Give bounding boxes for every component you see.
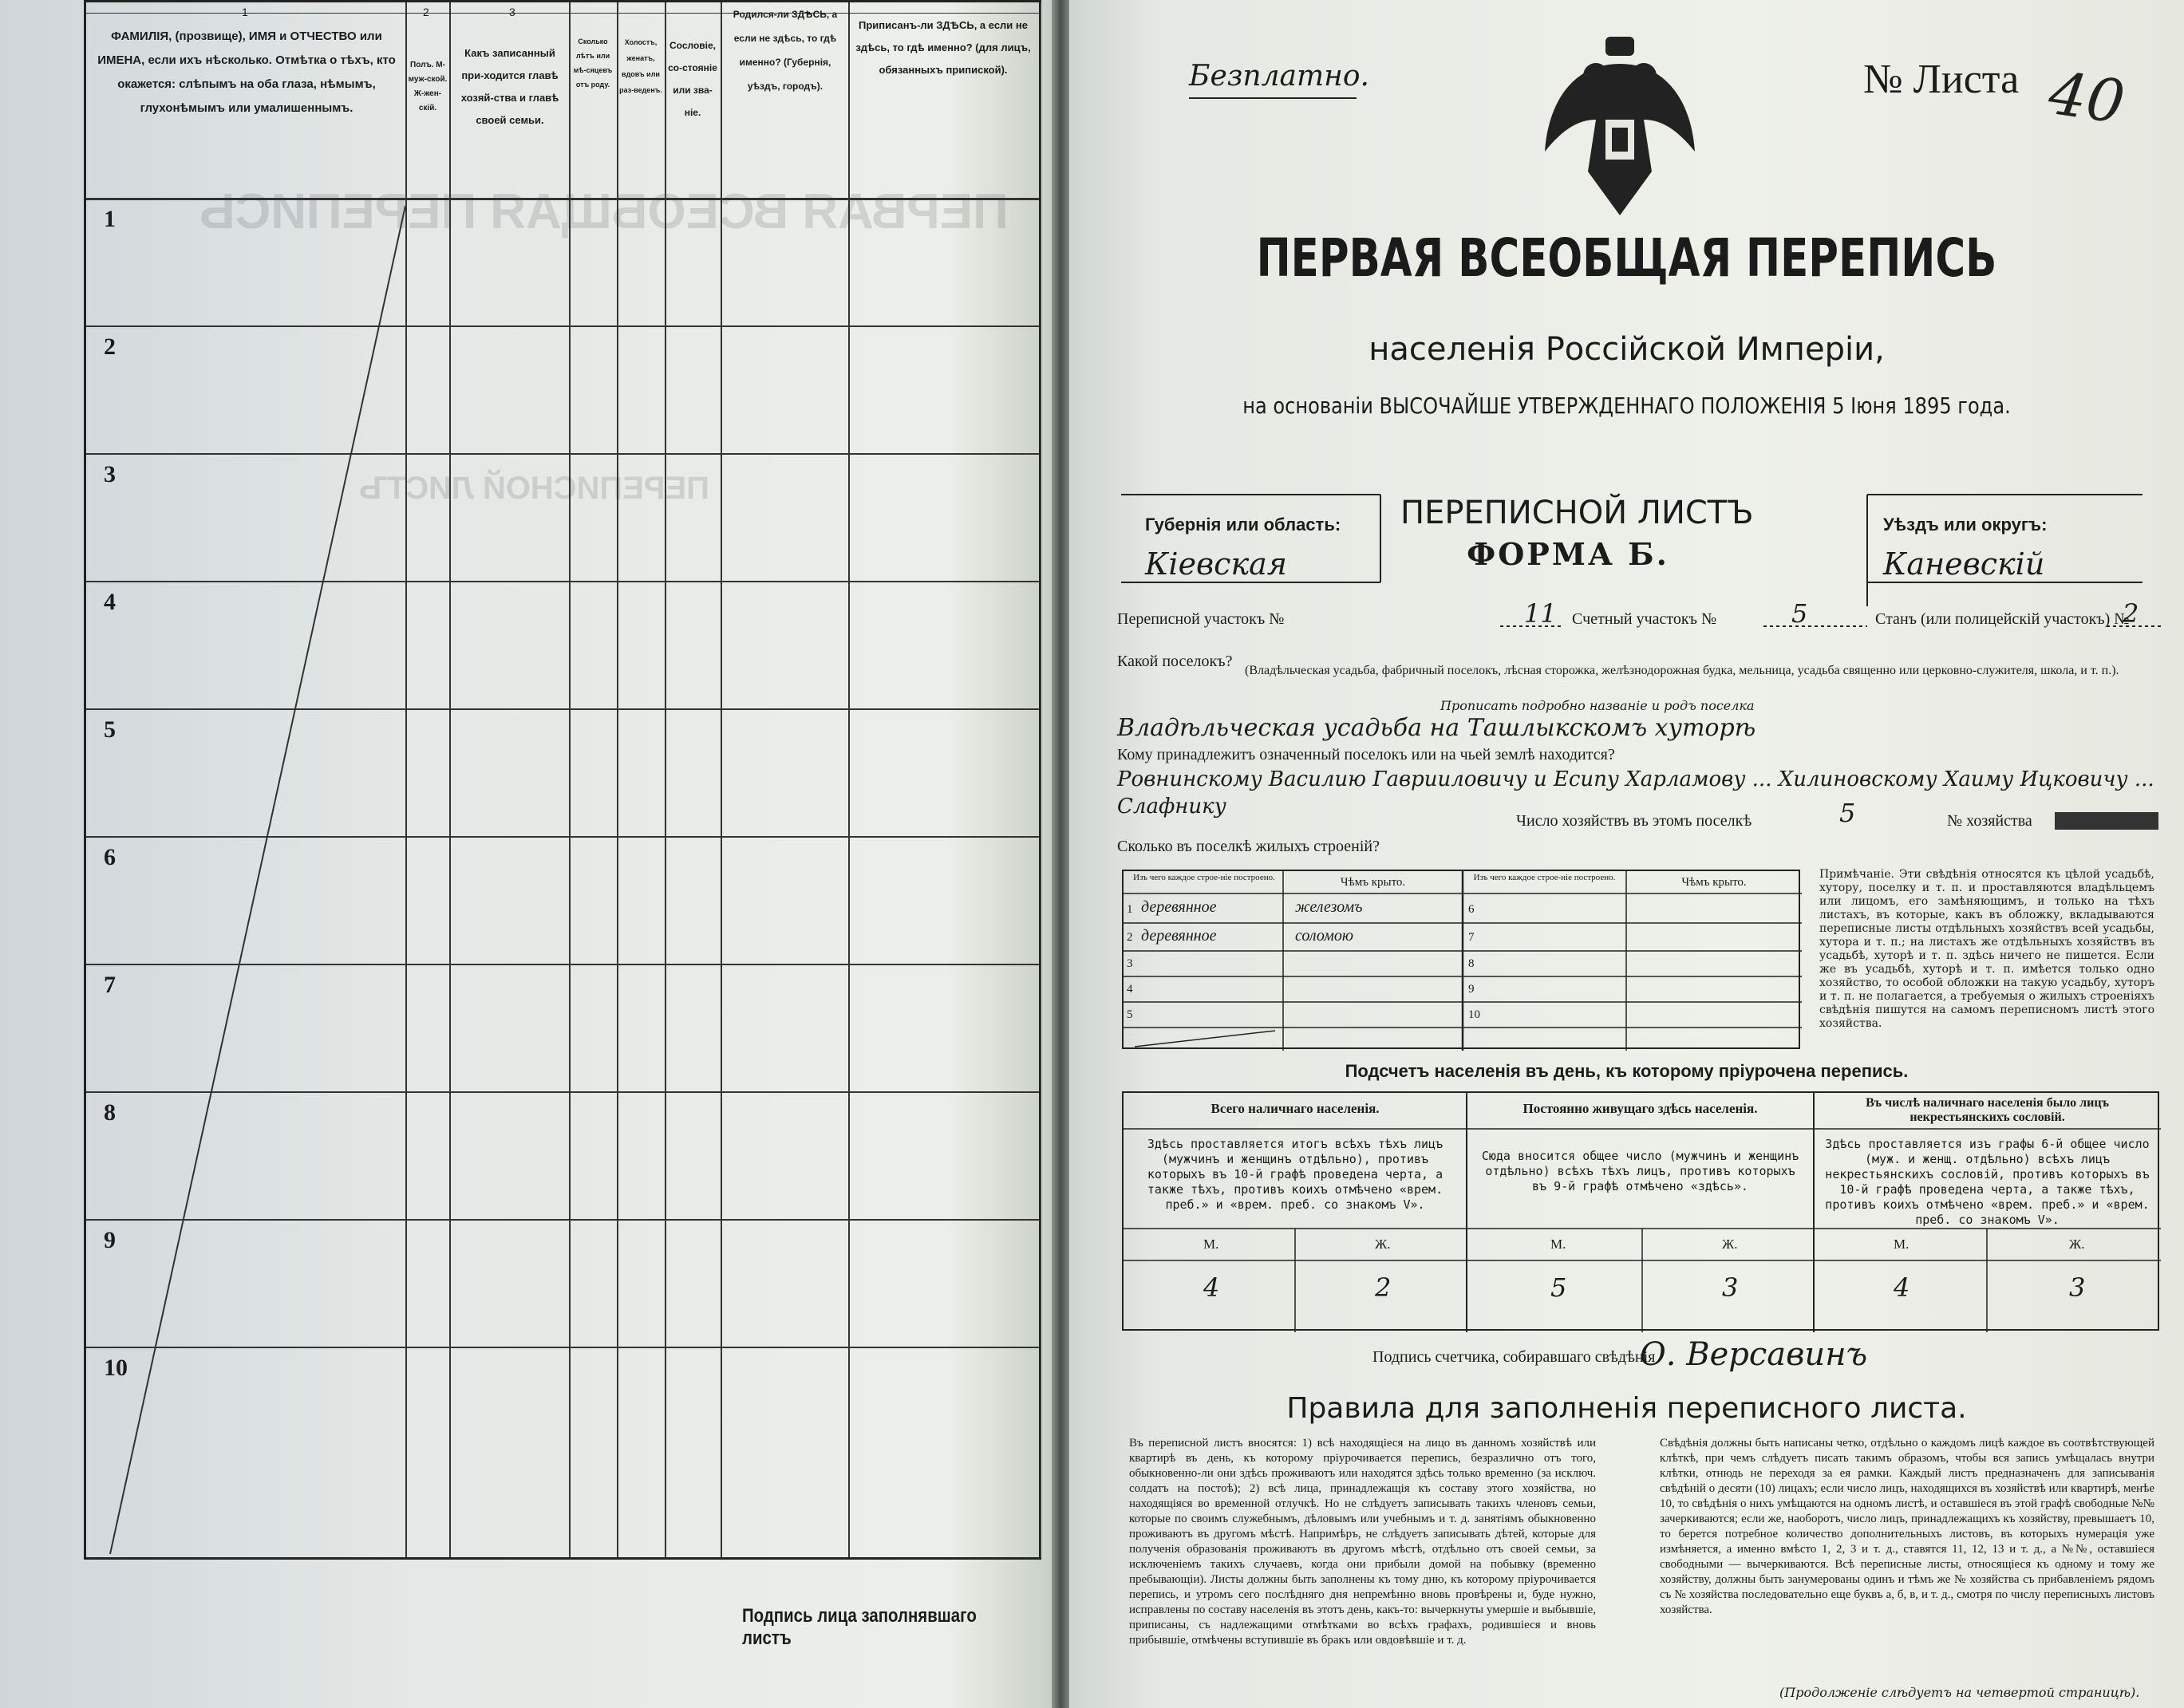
building-row-number: 4 [1127,983,1133,996]
building-roof: соломою [1295,927,1353,945]
left-page [0,0,1052,1708]
building-row-number: 2 [1127,931,1133,944]
buildings-table-grid [1124,871,1802,1051]
rules-right-column: Свѣдѣнія должны быть написаны четко, отдѣльно о каждомъ лицѣ каждое въ соотвѣтствующей клѣткѣ, при чемъ слѣдуетъ писать такимъ образомъ, чтобы вся запись умѣщалась внутри клѣтки, отнюдь не переходя за ея рамки. Каждый листъ предназначенъ для записыванія свѣдѣній о десяти (10) лицахъ; если число лицъ, находящихся въ хозяйствѣ или квартирѣ, менѣе 10, то свѣдѣнія о нихъ умѣщаются на одномъ листѣ, и оставшіеся въ этой графѣ свободные №№ зачеркиваются; если же, наоборотъ, число лицъ, принадлежащихъ къ хозяйству, превышаетъ 10, то берется потребное количество дополнительныхъ листовъ, въ которыхъ нумерація уже измѣняется, а именно вмѣсто 1, 2, 3 и т. д., ставятся 11, 12, 13 и т. д., а №№, оставшіеся свободными — вычеркиваются. Всѣ переписные листы, относящіеся къ одному и тому же хозяйству, должны быть занумерованы одинъ и тѣмъ же № хозяйства съ прибавленіемъ рядомъ съ № хозяйства последовательно еще буквъ а, б, в, и т. д., смотря по числу переписныхъ листовъ хозяйства. [1660,1437,2154,1616]
header-registered: Приписанъ-ли ЗДѢСЬ, а если не здѣсь, то гдѣ именно? (для лицъ, обязанныхъ припиской). [855,19,1031,76]
buildings-col-roof-2: Чѣмъ крыто. [1681,876,1747,889]
stan-label: Станъ (или полицейскій участокъ) № [1875,610,2130,628]
rules-left-column: Въ переписной листъ вносятся: 1) всѣ находящіеся на лицо въ данномъ хозяйствѣ или квартирѣ въ день, къ которому пріурочивается перепись, безразлично отъ того, обыкновенно-ли они здѣсь проживаютъ или находятся здѣсь только временно (за исключ. солдатъ на постоѣ); 2) всѣ лица, принадлежащія къ составу этого хозяйства, но находящіяся во временной отлучкѣ. Но не слѣдуетъ записывать такихъ членовъ семьи, которые по своимъ служебнымъ, дѣловымъ или учебнымъ и т. д. занятіямъ обыкновенно проживаютъ въ другомъ мѣстѣ. Напримѣръ, не слѣдуетъ записывать дѣтей, которые для полученія образованія проживаютъ въ другомъ мѣстѣ, отдѣльно отъ своей семьи, за исключеніемъ такихъ случаевъ, когда они прибыли домой на побывку (временно пребывающіи). Листы должны быть заполнены къ тому дню, къ которому пріурочивается перепись, и утромъ сего послѣдняго дня непремѣнно вновь провѣрены и, буде нужно, исправлены по составу населенія въ этотъ день, какъ-то: вычеркнуты умершіе и выбывшіе, приписаны, съ надлежащими отмѣтками во всѣхъ графахъ, родившіеся и вновь прибывшіе, отмѣчены вступившіе въ бракъ или овдовѣвшіе и т. д. [1129,1437,1596,1647]
permanent-female-value: 3 [1722,1272,1739,1303]
header-sex: Полъ. М-муж-ской. Ж-жен-скій. [408,61,448,112]
row-number: 3 [104,461,116,487]
row-number: 8 [104,1099,116,1126]
gubernia-label: Губернія или область: [1145,515,1341,534]
free-label: Безплатно. [1189,60,1369,93]
book-gutter [1052,0,1069,1708]
bleed-through-form: ПЕРЕПИСНОЙ ЛИСТЪ [359,471,709,506]
male-label: М. [1550,1237,1566,1252]
row-number: 7 [104,972,116,998]
buildings-table [1122,870,1800,1049]
continued-note: (Продолженіе слѣдуетъ на четвертой страницѣ). [1779,1685,2140,1700]
building-material: деревянное [1141,927,1217,945]
building-row-number: 10 [1468,1008,1480,1021]
header-marital: Холостъ, женатъ, вдовъ или раз-веденъ. [619,38,662,94]
census-district-value: 11 [1524,598,1557,629]
owner-label: Кому принадлежитъ означенный поселокъ или на чьей землѣ находится? [1117,746,1615,763]
row-number: 10 [104,1355,128,1381]
building-row-number: 8 [1468,957,1475,970]
form-name: ФОРМА Б. [1467,536,1669,572]
bleed-through-title: ПЕРВАЯ ВСЕОБЩАЯ ПЕРЕПИСЬ [199,184,1009,239]
households-label: Число хозяйствъ въ этомъ поселкѣ [1516,812,1752,830]
building-row-number: 1 [1127,903,1133,916]
persons-table [84,0,1041,1560]
buildings-col-material: Изъ чего каждое строе-ніе построено. [1133,873,1275,882]
non-peasant-male-value: 4 [1894,1272,1910,1303]
count-district-value: 5 [1791,598,1808,629]
form-title: ПЕРЕПИСНОЙ ЛИСТЪ [1400,495,1754,531]
building-row-number: 7 [1468,931,1475,944]
buildings-col-material-2: Изъ чего каждое строе-ніе построено. [1473,873,1616,882]
count-body-non-peasant: Здѣсь проставляется изъ графы 6-й общее число (муж. и женщ. отдѣльно) всѣхъ лицъ некрестьянскихъ сословій, противъ которыхъ въ 10-й графѣ проведена черта, а также тѣхъ, противъ коихъ отмѣчено «врем. преб.» и «врем. преб. со знакомъ V». [1825,1137,2150,1227]
settlement-hint: (Владѣльческая усадьба, фабричный поселокъ, лѣсная сторожка, желѣзнодорожная будка, мельница, усадьба священно или церковно-служителя, школа, и т. п.). [1245,664,2119,677]
header-name: ФАМИЛІЯ, (прозвище), ИМЯ и ОТЧЕСТВО или ИМЕНА, если ихъ нѣсколько. Отмѣтка о тѣхъ, кто окажется: слѣпымъ на оба глаза, нѣмымъ, глухонѣмымъ или умалишеннымъ. [97,30,396,115]
column-number: 3 [509,6,515,18]
non-peasant-female-value: 3 [2069,1272,2086,1303]
household-number-label: № хозяйства [1947,812,2032,830]
header-relation: Какъ записанный при-ходится главѣ хозяй-ства и главѣ своей семьи. [460,47,559,126]
count-header-permanent: Постоянно живущаго здѣсь населенія. [1522,1101,1758,1116]
row-number: 6 [104,844,116,870]
building-row-number: 9 [1468,983,1475,996]
left-signature-label: Подпись лица заполнявшаго листъ [742,1605,977,1649]
building-material: деревянное [1141,898,1217,916]
stan-value: 2 [2123,598,2139,629]
female-label: Ж. [1722,1237,1738,1252]
document-title: ПЕРВАЯ ВСЕОБЩАЯ ПЕРЕПИСЬ [1256,227,1997,289]
redaction-block [2055,812,2158,830]
population-count-table [1122,1091,2159,1331]
header-age: Сколько лѣтъ или мѣ-сяцевъ отъ роду. [573,37,613,89]
building-row-number: 3 [1127,957,1133,970]
gubernia-value: Кіевская [1145,546,1287,582]
document-subtitle: населенія Россійской Имперіи, [1368,331,1885,368]
census-district-label: Переписной участокъ № [1117,610,1285,628]
row-number: 5 [104,716,116,743]
permanent-male-value: 5 [1550,1272,1567,1303]
row-number: 9 [104,1227,116,1253]
uezd-label: Уѣздъ или округъ: [1883,515,2048,534]
count-body-total: Здѣсь проставляется итогъ всѣхъ тѣхъ лицъ (мужчинъ и женщинъ отдѣльно), противъ которыхъ въ 10-й графѣ проведена черта, а также тѣхъ, противъ коихъ отмѣчено «врем. преб.» и «врем. преб. со знакомъ V». [1147,1137,1443,1212]
row-number: 1 [104,206,116,232]
right-page [1069,0,2184,1708]
uezd-value: Каневскій [1883,546,2045,582]
column-number: 1 [242,6,248,18]
male-label: М. [1894,1237,1910,1252]
sheet-number-value: 40 [2044,58,2129,138]
enumerator-signature-label: Подпись счетчика, собиравшаго свѣдѣнія [1372,1348,1656,1366]
female-label: Ж. [1375,1237,1391,1252]
owner-value: Ровнинскому Василию Гаврииловичу и Есипу Харламову ... Хилиновскому Хаиму Ицковичу ... Слафнику [1117,767,2154,818]
header-born: Родился-ли ЗДѢСЬ, а если не здѣсь, то гдѣ именно? (Губернія, уѣздъ, городъ). [733,9,838,92]
count-district-label: Счетный участокъ № [1572,610,1717,628]
header-estate: Сословіе, со-стояніе или зва-ніе. [668,40,717,118]
count-title: Подсчетъ населенія въ день, къ которому пріурочена перепись. [1345,1061,1909,1081]
row-number: 4 [104,589,116,615]
households-value: 5 [1839,798,1856,828]
count-header-total: Всего наличнаго населенія. [1210,1101,1380,1116]
settlement-label: Какой поселокъ? [1117,653,1233,670]
building-row-number: 5 [1127,1008,1133,1021]
rules-title: Правила для заполненія переписного листа. [1286,1392,1967,1425]
male-label: М. [1203,1237,1219,1252]
row-number: 2 [104,333,116,360]
female-label: Ж. [2069,1237,2085,1252]
total-female-value: 2 [1375,1272,1392,1303]
count-body-permanent: Сюда вносится общее число (мужчинъ и женщинъ отдѣльно) всѣхъ тѣхъ лицъ, противъ которыхъ въ 9-й графѣ отмѣчено «здѣсь». [1481,1149,1799,1193]
buildings-label: Сколько въ поселкѣ жилыхъ строеній? [1117,838,1380,855]
settlement-value: Владѣльческая усадьба на Ташлыкскомъ хуторѣ [1117,714,1756,742]
settlement-hint-2: Прописать подробно названіе и родъ поселка [1440,698,1755,713]
sheet-number-label: № Листа [1863,57,2020,102]
buildings-col-roof: Чѣмъ крыто. [1340,876,1406,889]
buildings-note: Примѣчаніе. Эти свѣдѣнія относятся къ цѣлой усадьбѣ, хутору, поселку и т. п. и проставляются владѣльцемъ или лицомъ, его замѣняющимъ, и только на тѣхъ листахъ, въ которые, какъ въ обложку, вкладываются переписные листы отдѣльныхъ хозяйствъ всей усадьбы, хутора и т. п.; на листахъ же отдѣльныхъ хозяйствъ въ усадьбѣ, хуторѣ и т. п. здѣсь ничего не пишется. Если же въ усадьбѣ, хуторѣ и т. п. имѣется только одно хозяйство, то особой обложки на такую усадьбу, хуторъ и т. п. не полагается, а требуемыя о жилыхъ строеніяхъ свѣдѣнія пишутся на самомъ переписномъ листѣ этого хозяйства. [1819,868,2154,1030]
column-number: 2 [423,6,429,18]
document-basis: на основаніи ВЫСОЧАЙШЕ УТВЕРЖДЕННАГО ПОЛОЖЕНІЯ 5 Іюня 1895 года. [1242,392,2011,419]
building-roof: железомъ [1295,898,1363,916]
strike-through-line [86,2,1044,1562]
building-row-number: 6 [1468,903,1475,916]
enumerator-signature-value: О. Версавинъ [1640,1336,1868,1373]
total-male-value: 4 [1203,1272,1220,1303]
count-header-non-peasant: Въ числѣ наличнаго населенія было лицъ некрестьянскихъ сословій. [1866,1096,2109,1124]
